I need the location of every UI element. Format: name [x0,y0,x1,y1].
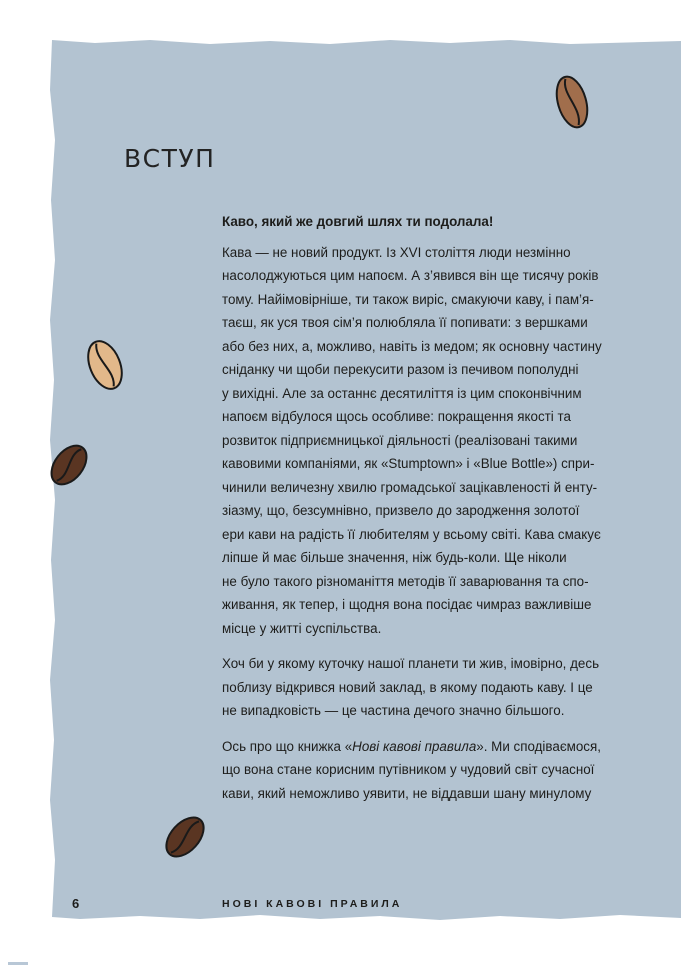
text-fragment: Ось про що книжка « [222,738,353,754]
text-line: Хоч би у якому куточку нашої планети ти жив, імовірно, десь [222,656,600,671]
coffee-bean-icon [82,336,128,394]
text-line: ери кави на радість її любителям у всьому світі. Кава смакує [222,526,601,542]
text-line: не випадковість — це частина дечого значно більшого. [222,703,565,718]
chapter-heading: ВСТУП [124,144,216,173]
text-line: у вихідні. Але за останнє десятиліття із цим споконвічним [222,385,582,401]
book-title: Нові кавові правила [352,738,477,754]
text-line: ліпше й має більше значення, ніж будь-коли. Ще ніколи [222,550,567,565]
text-line [222,735,617,759]
text-line: тому. Найімовірніше, ти також виріс, смакуючи каву, і пам’я- [222,291,594,307]
text-line: поблизу відкрився новий заклад, в якому подають каву. І це [222,679,593,695]
body-text [222,210,617,817]
coffee-bean-icon [46,440,92,490]
text-line: живання, як тепер, і щодня вона посідає чимраз важливіше [222,597,592,612]
text-line: місце у житті суспільства. [222,620,382,636]
text-line: таєш, як уся твоя сім’я полюбляла її попивати: з вершками [222,315,588,330]
running-title: НОВІ КАВОВІ ПРАВИЛА [222,898,403,910]
coffee-bean-icon [160,812,210,862]
lead-sentence: Каво, який же довгий шлях ти подолала! [222,214,494,229]
text-fragment: ». Ми сподіваємося, [476,738,601,754]
text-line: Кава — не новий продукт. Із XVI століття люди незмінно [222,244,571,260]
text-line: сніданку чи щоби перекусити разом із печивом пополудні [222,362,579,377]
corner-mark [8,962,28,965]
text-line: розвиток підприємницької діяльності (реалізовані такими [222,432,578,448]
text-line: чинили величезну хвилю громадської зацікавленості й енту- [222,479,598,495]
text-line: не було такого різноманіття методів її заварювання та спо- [222,573,589,589]
text-line: що вона стане корисним путівником у чудовий світ сучасної [222,762,595,777]
text-line: або без них, а, можливо, навіть із медом; як основну частину [222,338,602,354]
text-line: кави, який неможливо уявити, не віддавши шану минулому [222,785,592,801]
text-line: напоєм відбулося щось особливе: покращення якості та [222,409,571,424]
paragraph-1 [222,241,617,641]
coffee-bean-icon [552,72,592,132]
text-line: кавовими компаніями, як «Stumptown» і «Blue Bottle») спри- [222,456,595,471]
paragraph-2 [222,652,617,723]
text-line: насолоджуються цим напоєм. А з’явився він ще тисячу років [222,268,599,283]
paragraph-3 [222,735,617,806]
text-line: зіазму, що, безсумнівно, призвело до зародження золотої [222,503,580,518]
page-number: 6 [72,896,80,911]
